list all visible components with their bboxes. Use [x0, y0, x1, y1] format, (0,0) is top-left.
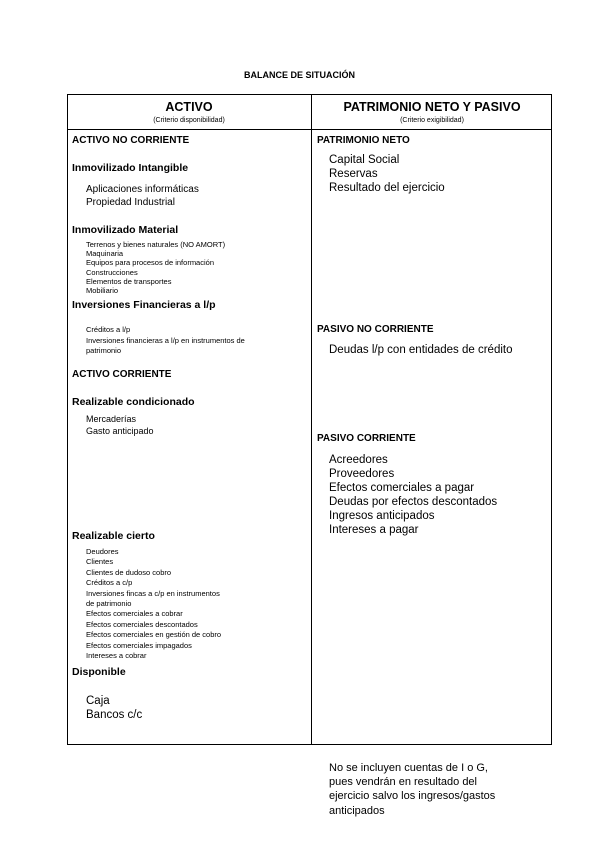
footnote-line: anticipados	[329, 804, 385, 817]
inversiones-financieras-label: Inversiones Financieras a l/p	[72, 299, 216, 311]
list-item: Mercaderías	[86, 414, 137, 424]
list-item: Intereses a cobrar	[86, 651, 147, 661]
activo-criterio: (Criterio disponibilidad)	[153, 117, 225, 124]
list-item: Efectos comerciales descontados	[86, 619, 198, 629]
list-item: Inversiones financieras a l/p en instrumentos de	[86, 335, 245, 345]
list-item: Equipos para procesos de información	[86, 258, 214, 268]
footnote-line: ejercicio salvo los ingresos/gastos	[329, 790, 496, 803]
list-item: Bancos c/c	[86, 709, 143, 721]
inmovilizado-intangible-label: Inmovilizado Intangible	[72, 162, 189, 174]
list-item: patrimonio	[86, 346, 122, 355]
list-item: de patrimonio	[86, 599, 132, 609]
pasivo-no-corriente-label: PASIVO NO CORRIENTE	[317, 324, 434, 335]
list-item: Deudas por efectos descontados	[329, 496, 498, 508]
list-item: Caja	[86, 695, 110, 707]
list-item: Mobiliario	[86, 286, 119, 296]
intangible-list	[86, 183, 199, 209]
list-item: Terrenos y bienes naturales (NO AMORT)	[86, 240, 226, 249]
pasivo-no-corriente-list	[329, 343, 512, 357]
inmovilizado-material-label: Inmovilizado Material	[72, 224, 179, 236]
list-item: Deudas l/p con entidades de crédito	[329, 344, 513, 356]
list-item: Reservas	[329, 168, 378, 180]
pasivo-corriente-label: PASIVO CORRIENTE	[317, 433, 416, 444]
disponible-label: Disponible	[72, 666, 126, 678]
list-item: Maquinaria	[86, 249, 124, 259]
page-title: BALANCE DE SITUACIÓN	[243, 70, 355, 80]
material-list	[86, 240, 225, 295]
list-item: Deudores	[86, 547, 119, 556]
cierto-list	[86, 547, 221, 661]
list-item: Resultado del ejercicio	[329, 182, 445, 194]
pasivo-criterio: (Criterio exigibilidad)	[400, 117, 464, 124]
list-item: Efectos comerciales impagados	[86, 640, 192, 650]
list-item: Clientes	[86, 557, 114, 567]
list-item: Acreedores	[329, 454, 388, 466]
list-item: Inversiones fincas a c/p en instrumentos	[86, 588, 220, 598]
patrimonio-neto-list	[329, 153, 445, 195]
list-item: Propiedad Industrial	[86, 197, 175, 208]
list-item: Créditos a c/p	[86, 578, 133, 588]
pasivo-corriente-list	[329, 453, 497, 537]
realizable-condicionado-label: Realizable condicionado	[72, 396, 195, 408]
list-item: Ingresos anticipados	[329, 510, 435, 522]
footnote	[329, 761, 495, 818]
activo-no-corriente-label: ACTIVO NO CORRIENTE	[72, 135, 190, 146]
activo-corriente-label: ACTIVO CORRIENTE	[72, 369, 172, 380]
list-item: Aplicaciones informáticas	[86, 184, 199, 195]
list-item: Proveedores	[329, 468, 395, 480]
list-item: Clientes de dudoso cobro	[86, 567, 172, 577]
list-item: Intereses a pagar	[329, 524, 419, 536]
financieras-list	[86, 325, 245, 357]
list-item: Elementos de transportes	[86, 276, 172, 286]
footnote-line: No se incluyen cuentas de I o G,	[329, 762, 488, 774]
realizable-cierto-label: Realizable cierto	[72, 530, 155, 542]
list-item: Construcciones	[86, 267, 138, 277]
list-item: Efectos comerciales a cobrar	[86, 609, 183, 619]
disponible-list	[86, 694, 142, 722]
footnote-line: pues vendrán en resultado del	[329, 776, 477, 789]
list-item: Efectos comerciales en gestión de cobro	[86, 630, 222, 640]
list-item: Créditos a l/p	[86, 325, 131, 334]
list-item: Capital Social	[329, 154, 400, 166]
activo-header: ACTIVO	[165, 100, 213, 114]
condicionado-list	[86, 414, 154, 437]
header-divider	[67, 129, 552, 130]
list-item: Efectos comerciales a pagar	[329, 482, 475, 494]
list-item: Gasto anticipado	[86, 425, 154, 436]
pasivo-header: PATRIMONIO NETO Y PASIVO	[343, 100, 521, 114]
patrimonio-neto-label: PATRIMONIO NETO	[317, 135, 410, 146]
column-divider	[311, 94, 312, 745]
